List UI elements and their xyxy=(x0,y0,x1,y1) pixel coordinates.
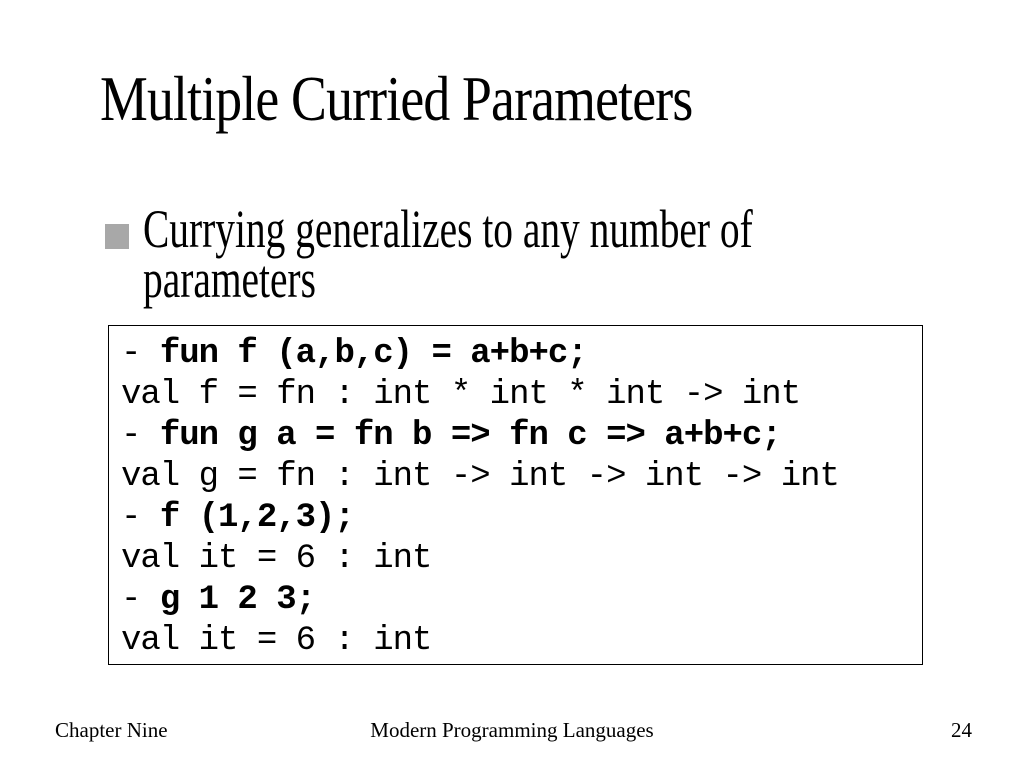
code-prompt: - xyxy=(121,499,160,537)
footer-chapter-label: Chapter Nine xyxy=(55,718,168,742)
bullet-square-icon xyxy=(105,224,129,249)
code-line-5 xyxy=(121,498,922,539)
code-line-1 xyxy=(121,334,922,375)
code-prompt: - xyxy=(121,335,160,373)
code-output: val f = fn : int * int * int -> int xyxy=(121,376,801,414)
footer xyxy=(0,718,1024,748)
bullet-text: Currying generalizes to any number of parameters xyxy=(143,199,753,309)
code-input: fun f (a,b,c) = a+b+c; xyxy=(159,335,587,373)
code-output: val g = fn : int -> int -> int -> int xyxy=(121,458,839,496)
code-output: val it = 6 : int xyxy=(121,622,432,660)
code-output: val it = 6 : int xyxy=(121,540,432,578)
code-line-7 xyxy=(121,580,922,621)
code-line-2 xyxy=(121,375,922,416)
code-input: g 1 2 3; xyxy=(159,581,316,619)
code-line-4 xyxy=(121,457,922,498)
footer-page-number: 24 xyxy=(951,718,972,742)
code-listing-box xyxy=(108,325,923,665)
code-input: fun g a = fn b => fn c => a+b+c; xyxy=(159,417,781,455)
code-line-3 xyxy=(121,416,922,457)
code-line-6 xyxy=(121,539,922,580)
code-input: f (1,2,3); xyxy=(159,499,354,537)
code-prompt: - xyxy=(121,417,160,455)
code-line-8 xyxy=(121,621,922,662)
page-title: Multiple Curried Parameters xyxy=(100,63,693,134)
code-prompt: - xyxy=(121,581,160,619)
footer-book-title: Modern Programming Languages xyxy=(370,718,654,742)
